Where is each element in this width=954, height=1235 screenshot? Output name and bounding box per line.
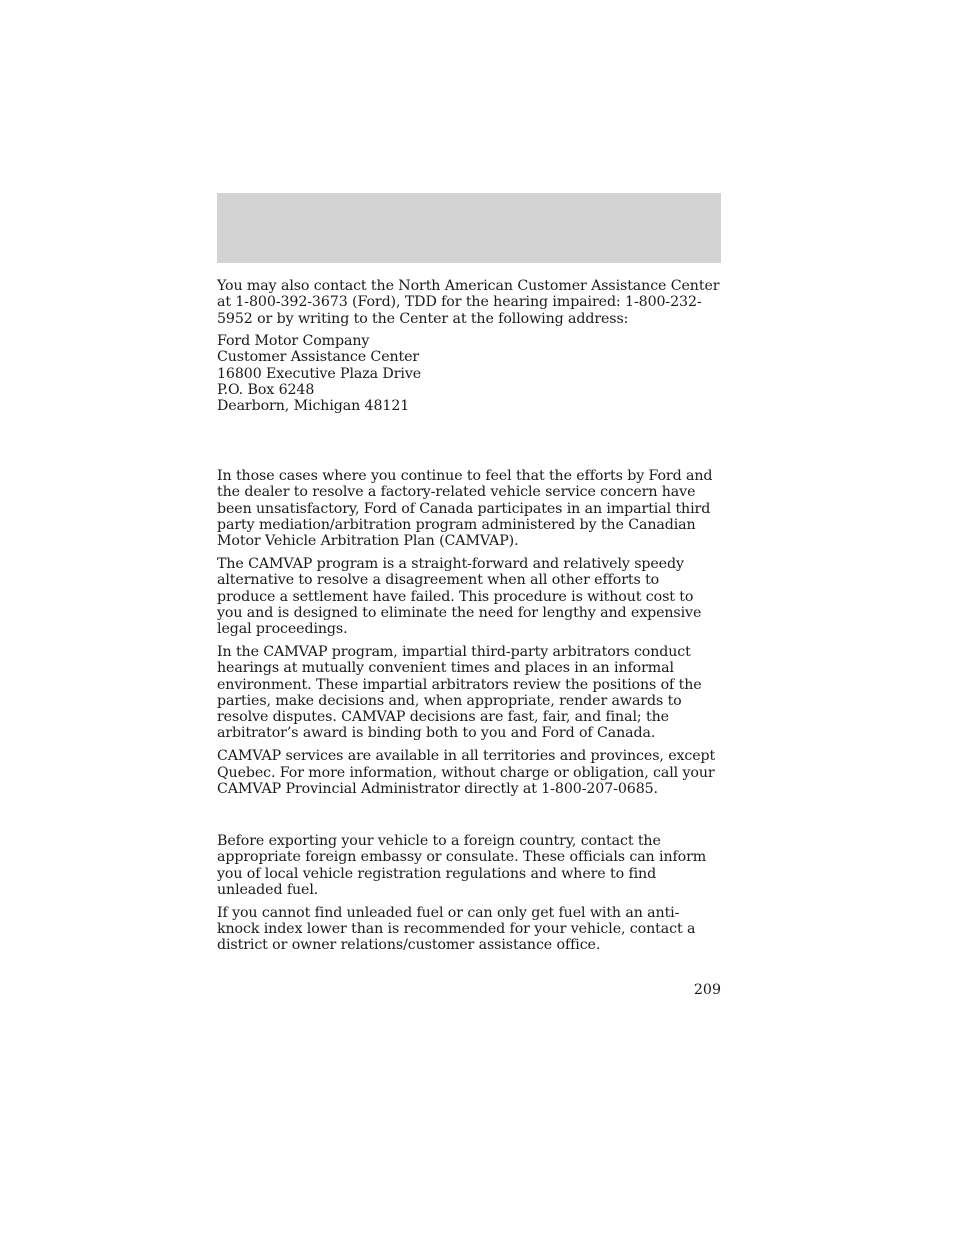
camvap-paragraph-2: The CAMVAP program is a straight-forward and relatively speedy alternative to resolve a disagreement when all other efforts to produce a settlement have failed. This procedure is without cost to you and is designed to eliminate the need for lengthy and expensive legal proceedings.: [217, 555, 702, 638]
camvap-paragraph-3: In the CAMVAP program, impartial third-party arbitrators conduct hearings at mutually convenient times and places in an informal environment. These impartial arbitrators review the positions of the parties, make decisions and, when appropriate, render awards to resolve disputes. CAMVAP decisions are fast, fair, and final; the arbitrator’s award is binding both to you and Ford of Canada.: [217, 643, 702, 742]
page-number: 209: [693, 982, 721, 998]
export-paragraph-2: If you cannot find unleaded fuel or can only get fuel with an anti-knock index lower than is recommended for your vehicle, contact a district or owner relations/customer assistance office.: [217, 904, 696, 954]
camvap-section: [217, 468, 721, 797]
mailing-address: [217, 333, 721, 414]
section-header-band: [217, 193, 721, 263]
address-line-city: Dearborn, Michigan 48121: [217, 398, 410, 415]
export-section: [217, 833, 721, 954]
address-line-center: Customer Assistance Center: [217, 349, 420, 366]
address-line-pobox: P.O. Box 6248: [217, 381, 315, 398]
address-line-company: Ford Motor Company: [217, 333, 370, 349]
intro-paragraph: You may also contact the North American Customer Assistance Center at 1-800-392-3673 (Ford), TDD for the hearing impaired: 1-800-232-5952 or by writing to the Center at the following address:: [217, 278, 720, 327]
intro-section: [217, 278, 721, 327]
camvap-paragraph-4: CAMVAP services are available in all territories and provinces, except Quebec. For more information, without charge or obligation, call your CAMVAP Provincial Administrator directly at 1-800-207-0685.: [217, 748, 716, 797]
camvap-paragraph-1: In those cases where you continue to feel that the efforts by Ford and the dealer to resolve a factory-related vehicle service concern have been unsatisfactory, Ford of Canada participates in an impartial third party mediation/arbitration program administered by the Canadian Motor Vehicle Arbitration Plan (CAMVAP).: [217, 468, 713, 550]
export-paragraph-1: Before exporting your vehicle to a foreign country, contact the appropriate foreign embassy or consulate. These officials can inform you of local vehicle registration regulations and where to find unleaded fuel.: [217, 833, 707, 898]
address-line-street: 16800 Executive Plaza Drive: [217, 365, 422, 382]
